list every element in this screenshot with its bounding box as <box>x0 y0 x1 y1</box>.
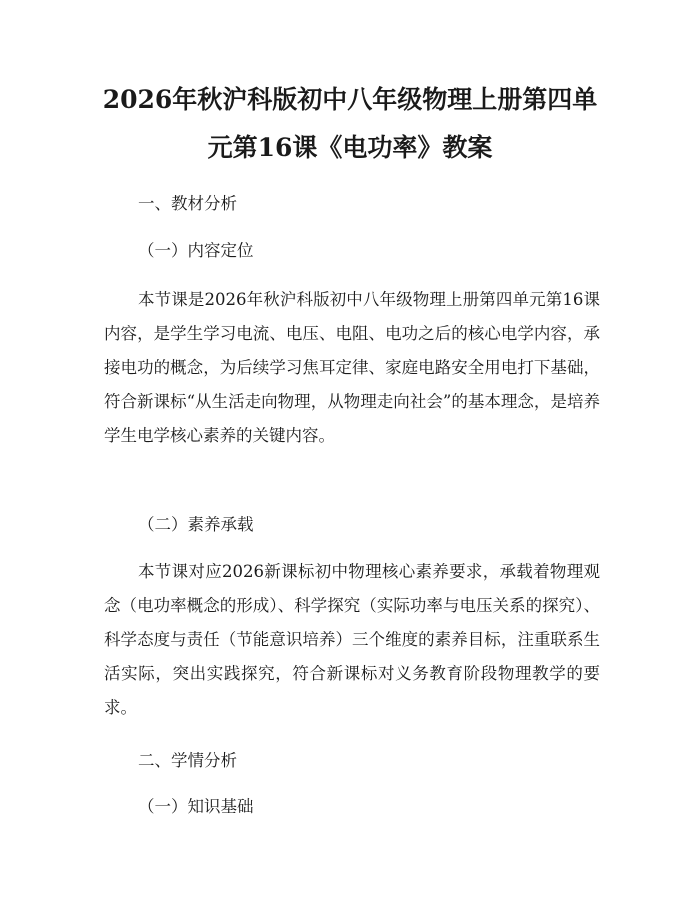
paragraph-literacy: 本节课对应2026新课标初中物理核心素养要求，承载着物理观念（电功率概念的形成）、科学探究（实际功率与电压关系的探究）、科学态度与责任（节能意识培养）三个维度的素养目标，注重联系生活实际，突出实践探究，符合新课标对义务教育阶段物理教学的要求。 <box>104 562 600 717</box>
document-title-line-2: 元第16课《电功率》教案 <box>207 133 493 162</box>
section-heading-teaching-material: 一、教材分析 <box>138 194 237 213</box>
section-heading-learning-analysis: 二、学情分析 <box>138 751 237 770</box>
subsection-heading-literacy: （二）素养承载 <box>138 515 254 534</box>
subsection-heading-knowledge-basis: （一）知识基础 <box>138 797 254 816</box>
paragraph-content-positioning: 本节课是2026年秋沪科版初中八年级物理上册第四单元第16课内容，是学生学习电流、电压、电阻、电功之后的核心电学内容，承接电功的概念，为后续学习焦耳定律、家庭电路安全用电打下基础，符合新课标“从生活走向物理，从物理走向社会”的基本理念，是培养学生电学核心素养的关键内容。 <box>104 290 600 445</box>
document-title-line-1: 2026年秋沪科版初中八年级物理上册第四单 <box>102 85 598 114</box>
subsection-heading-content-positioning: （一）内容定位 <box>138 241 254 260</box>
